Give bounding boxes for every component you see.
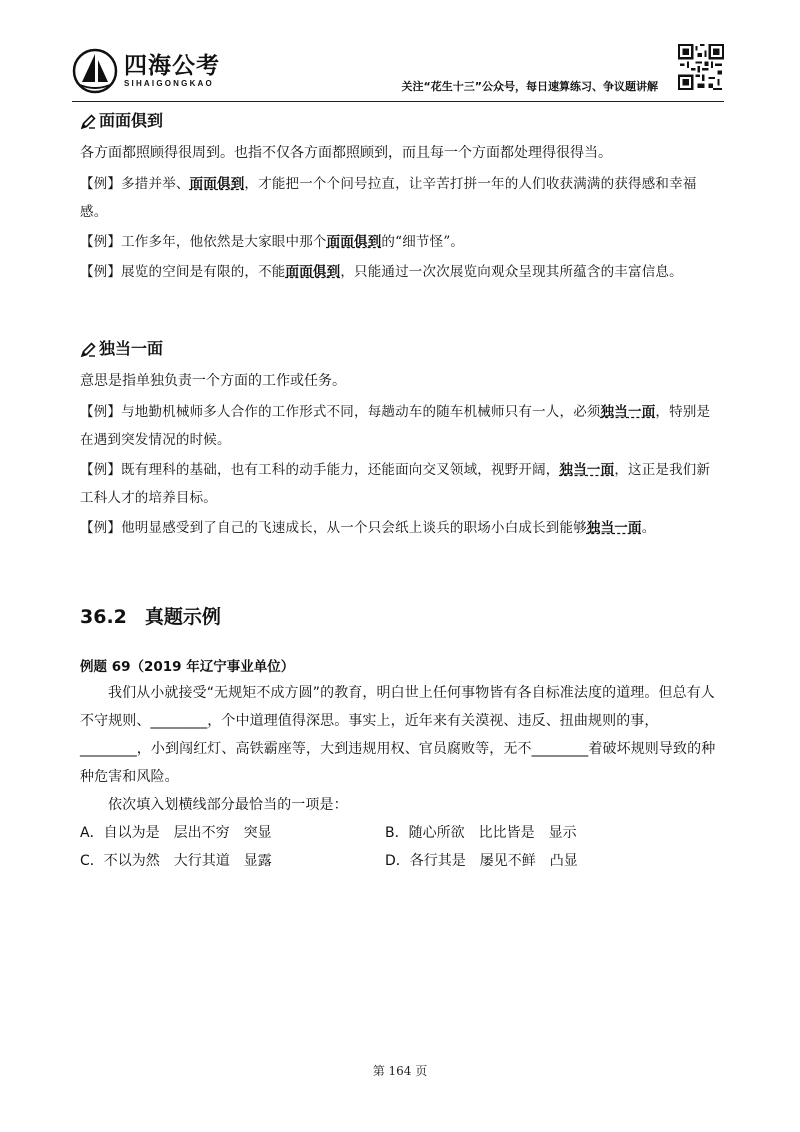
section-number: 36.2 xyxy=(80,606,127,628)
term-title: 独当一面 xyxy=(99,339,164,358)
highlighted-term: 面面俱到 xyxy=(285,264,341,280)
page-content xyxy=(80,108,720,875)
highlighted-term: 独当一面 xyxy=(586,520,642,536)
question-prompt: 依次填入划横线部分最恰当的一项是： xyxy=(108,797,348,813)
term-definition: 各方面都照顾得很周到。也指不仅各方面都照顾到，而且每一个方面都处理得很得当。 xyxy=(80,145,612,161)
term-heading xyxy=(80,108,720,134)
pencil-icon xyxy=(80,113,97,130)
term-definition: 意思是指单独负责一个方面的工作或任务。 xyxy=(80,373,346,389)
example-sentence: 【例】展览的空间是有限的，不能面面俱到，只能通过一次次展览向观众呈现其所蕴含的丰富信息。 xyxy=(80,264,683,280)
option-c[interactable]: C．不以为然 大行其道 显露 xyxy=(80,853,272,869)
options-row xyxy=(80,819,720,847)
logo-english-text: SIHAIGONGKAO xyxy=(124,79,214,88)
page-header xyxy=(72,40,724,100)
pencil-icon xyxy=(80,341,97,358)
example-sentence: 【例】工作多年，他依然是大家眼中那个面面俱到的“细节怪”。 xyxy=(80,234,465,250)
highlighted-term: 面面俱到 xyxy=(326,234,382,250)
question-body: 我们从小就接受“无规矩不成方圆”的教育，明白世上任何事物皆有各自标准法度的道理。但总有人不守规则、________，个中道理值得深思。事实上，近年来有关漠视、违反、扭曲规则的事，________，小到闯红灯、高铁霸座等，大到违规用权、官员腐败等，无不________着破坏规则导致的种种危害和风险。 xyxy=(80,685,716,785)
highlighted-term: 独当一面 xyxy=(600,404,656,420)
example-sentence: 【例】既有理科的基础，也有工科的动手能力，还能面向交叉领域，视野开阔，独当一面，这正是我们新工科人才的培养目标。 xyxy=(80,462,711,506)
section-heading xyxy=(80,602,720,629)
option-d[interactable]: D．各行其是 屡见不鲜 凸显 xyxy=(385,853,578,869)
header-slogan: 关注“花生十三”公众号，每日速算练习、争议题讲解 xyxy=(401,80,658,93)
qr-code-icon[interactable] xyxy=(678,44,724,90)
header-divider xyxy=(72,101,724,102)
brand-logo xyxy=(72,48,220,94)
sail-logo-icon xyxy=(72,48,118,94)
page-number: 第 164 页 xyxy=(372,1064,428,1078)
question-title: 例题 69（2019 年辽宁事业单位） xyxy=(80,659,295,675)
section-title: 真题示例 xyxy=(144,606,221,628)
example-sentence: 【例】与地勤机械师多人合作的工作形式不同，每趟动车的随车机械师只有一人，必须独当一面，特别是在遇到突发情况的时候。 xyxy=(80,404,711,448)
options-row xyxy=(80,847,720,875)
option-b[interactable]: B．随心所欲 比比皆是 显示 xyxy=(385,825,577,841)
highlighted-term: 独当一面 xyxy=(559,462,615,478)
example-sentence: 【例】多措并举、面面俱到，才能把一个个问号拉直，让辛苦打拼一年的人们收获满满的获得感和幸福感。 xyxy=(80,176,697,220)
example-sentence: 【例】他明显感受到了自己的飞速成长，从一个只会纸上谈兵的职场小白成长到能够独当一面。 xyxy=(80,520,656,536)
logo-chinese-text: 四海公考 xyxy=(124,53,220,79)
term-heading xyxy=(80,336,720,362)
highlighted-term: 面面俱到 xyxy=(189,176,245,192)
option-a[interactable]: A．自以为是 层出不穷 突显 xyxy=(80,825,272,841)
term-title: 面面俱到 xyxy=(99,111,164,130)
